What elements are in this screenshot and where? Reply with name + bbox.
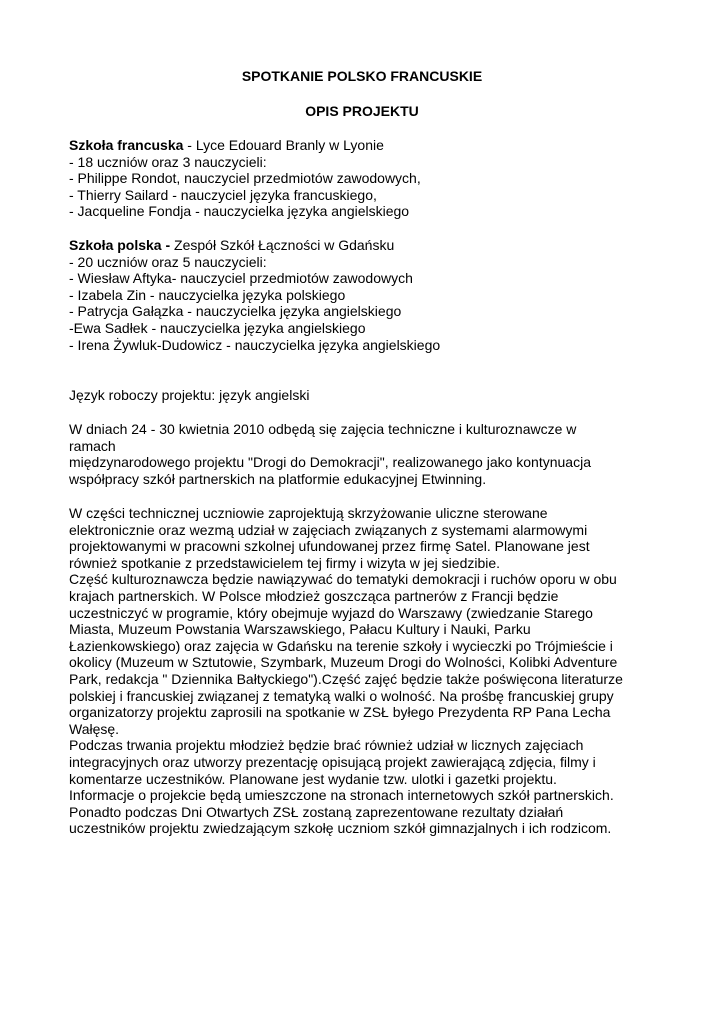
list-item: - Irena Żywluk-Dudowicz - nauczycielka języka angielskiego [69, 336, 441, 353]
polish-school-heading: Szkoła polska - [69, 237, 171, 253]
paragraph-line: integracyjnych oraz utworzy prezentację opisującą projekt zawierającą zdjęcia, filmy i [69, 753, 596, 770]
paragraph-line: Miasta, Muzeum Powstania Warszawskiego, Pałacu Kultury i Nauki, Parku [69, 621, 531, 638]
paragraph-line: Łazienkowskiego) oraz zajęcia w Gdańsku na terenie szkoły i wycieczki po Trójmieście i [69, 637, 613, 654]
paragraph-line: Park, redakcja " Dziennika Bałtyckiego").Część zajęć będzie także poświęcona literaturze [69, 670, 623, 687]
list-item: - Wiesław Aftyka- nauczyciel przedmiotów zawodowych [69, 270, 413, 287]
paragraph-line: Wałęsę. [69, 720, 120, 737]
document-subtitle: OPIS PROJEKTU [305, 103, 419, 119]
list-item: - 18 uczniów oraz 3 nauczycieli: [69, 153, 267, 170]
list-item: - Jacqueline Fondja - nauczycielka języka angielskiego [69, 203, 410, 220]
paragraph-line: W części technicznej uczniowie zaprojektują skrzyżowanie uliczne sterowane [69, 505, 548, 521]
paragraph-line: Część kulturoznawcza będzie nawiązywać do tematyki demokracji i ruchów oporu w obu [69, 571, 617, 588]
list-item: - Patrycja Gałązka - nauczycielka języka angielskiego [69, 303, 402, 320]
list-item: - Philippe Rondot, nauczyciel przedmiotów zawodowych, [69, 170, 421, 187]
paragraph-line: elektronicznie oraz wezmą udział w zajęciach związanych z systemami alarmowymi [69, 521, 588, 538]
paragraph-line: uczestników projektu zwiedzającym szkołę uczniom szkół gimnazjalnych i ich rodzicom. [69, 820, 612, 837]
polish-school-heading-line [69, 237, 669, 254]
paragraph-line: uczestniczyć w programie, który obejmuje wyjazd do Warszawy (zwiedzanie Starego [69, 604, 593, 621]
french-school-name: - Lyce Edouard Branly w Lyonie [183, 137, 384, 153]
list-item: - 20 uczniów oraz 5 nauczycieli: [69, 253, 267, 270]
language-line [69, 387, 669, 404]
paragraph-line: współpracy szkół partnerskich na platformie edukacyjnej Etwinning. [69, 470, 487, 487]
paragraph-line: również spotkanie z przedstawicielem tej firmy i wizyta w jej siedzibie. [69, 554, 501, 571]
list-item: - Thierry Sailard - nauczyciel języka francuskiego, [69, 186, 377, 203]
paragraph-line: W dniach 24 - 30 kwietnia 2010 odbędą się zajęcia techniczne i kulturoznawcze w [69, 421, 577, 437]
paragraph-line: międzynarodowego projektu "Drogi do Demokracji", realizowanego jako kontynuacja [69, 454, 591, 471]
paragraph-line: Informacje o projekcie będą umieszczone na stronach internetowych szkół partnerskich. [69, 787, 614, 804]
paragraph-line: krajach partnerskich. W Polsce młodzież goszcząca partnerów z Francji będzie [69, 587, 559, 604]
polish-school-name: Zespół Szkół Łączności w Gdańsku [170, 237, 395, 253]
french-school-section [69, 137, 669, 220]
paragraph-line: Podczas trwania projektu młodzież będzie brać również udział w licznych zajęciach [69, 737, 584, 754]
paragraph-details [69, 505, 669, 837]
paragraph-line: organizatorzy projektu zaprosili na spotkanie w ZSŁ byłego Prezydenta RP Pana Lecha [69, 704, 611, 721]
working-language: Język roboczy projektu: język angielski [69, 387, 310, 403]
list-item: -Ewa Sadłek - nauczycielka języka angielskiego [69, 319, 366, 336]
paragraph-line: ramach [69, 437, 116, 454]
document-title: SPOTKANIE POLSKO FRANCUSKIE [241, 68, 483, 84]
paragraph-line: Ponadto podczas Dni Otwartych ZSŁ zostaną zaprezentowane rezultaty działań [69, 803, 564, 820]
paragraph-line: okolicy (Muzeum w Sztutowie, Szymbark, Muzeum Drogi do Wolności, Kolibki Adventure [69, 654, 618, 671]
polish-school-section [69, 237, 669, 353]
paragraph-intro [69, 421, 669, 487]
paragraph-line: projektowanymi w pracowni szkolnej ufundowanej przez firmę Satel. Planowane jest [69, 538, 590, 555]
paragraph-line: polskiej i francuskiej związanej z tematyką walki o wolność. Na prośbę francuskiej grupy [69, 687, 614, 704]
french-school-heading: Szkoła francuska [69, 137, 184, 153]
list-item: - Izabela Zin - nauczycielka języka polskiego [69, 286, 346, 303]
paragraph-line: komentarze uczestników. Planowane jest wydanie tzw. ulotki i gazetki projektu. [69, 770, 557, 787]
french-school-heading-line [69, 137, 669, 154]
